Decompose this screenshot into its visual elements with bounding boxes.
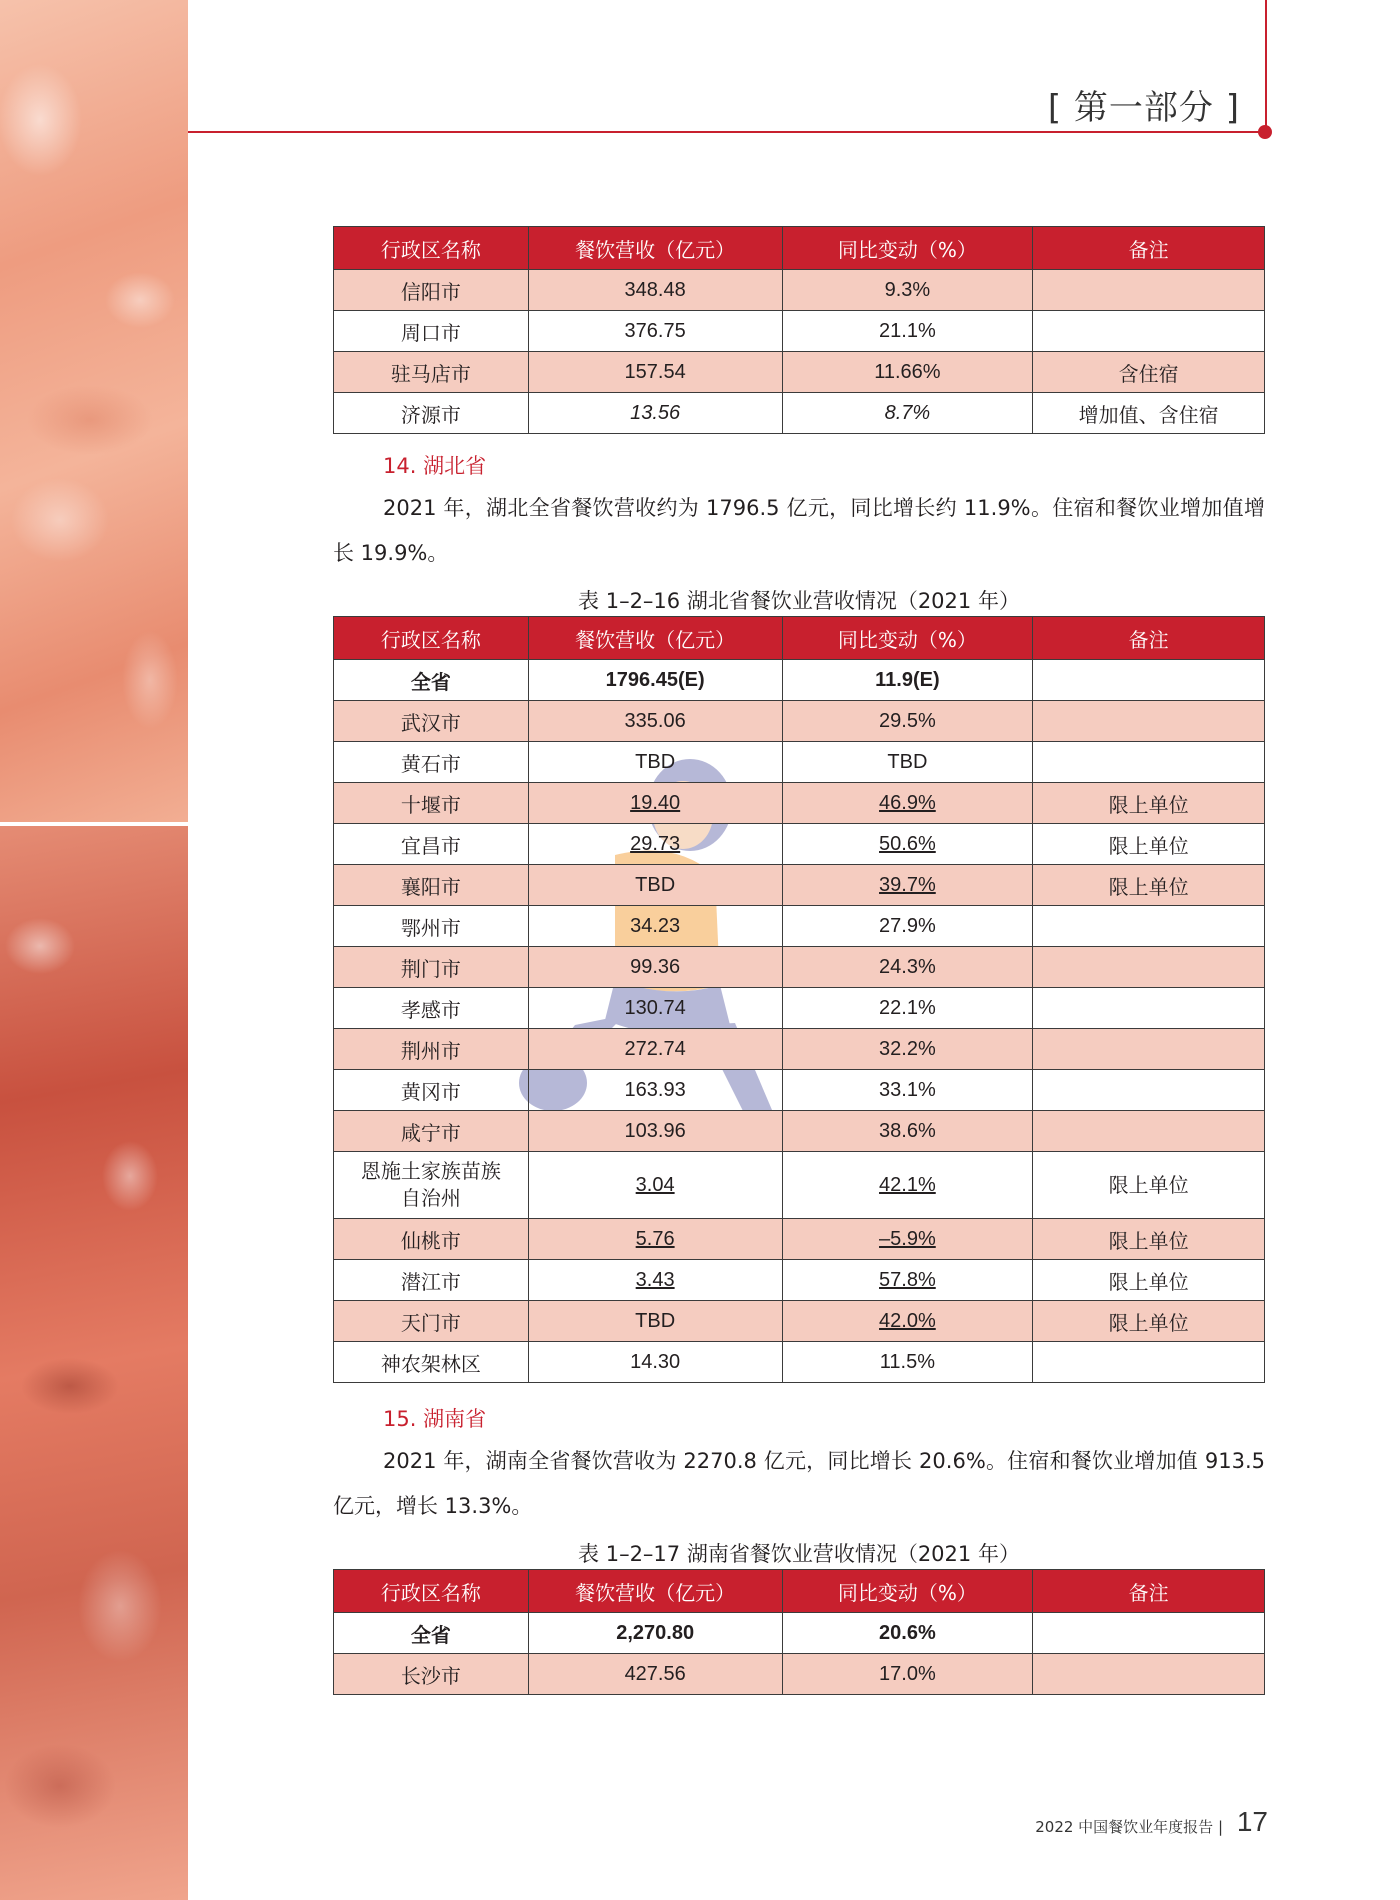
cell-region	[334, 988, 529, 1029]
cell-revenue-text: 427.56	[624, 1662, 686, 1685]
col-revenue: 餐饮营收（亿元）	[528, 1570, 782, 1613]
table-row	[334, 1219, 1265, 1260]
cell-note	[1033, 311, 1265, 352]
cell-revenue-text: 272.74	[624, 1037, 686, 1060]
cell-region	[334, 1301, 529, 1342]
cell-change	[782, 1613, 1033, 1654]
cell-region-text: 恩施土家族苗族 自治州	[360, 1159, 501, 1210]
col-note: 备注	[1033, 227, 1265, 270]
page-number: 17	[1236, 1806, 1268, 1837]
cell-change-text: 21.1%	[879, 319, 936, 342]
table-row	[334, 1301, 1265, 1342]
cell-revenue-text: 163.93	[624, 1078, 686, 1101]
cell-region-text: 仙桃市	[400, 1228, 461, 1253]
henan-table-continued	[333, 226, 1265, 434]
cell-revenue-text: 3.43	[635, 1268, 675, 1291]
header-vertical-rule	[1265, 0, 1267, 132]
cell-note	[1033, 742, 1265, 783]
cell-change-text: 50.6%	[879, 832, 936, 855]
col-change: 同比变动（%）	[782, 1570, 1033, 1613]
cell-revenue-text: TBD	[635, 1309, 676, 1332]
table-header-row	[334, 1570, 1265, 1613]
cell-revenue	[528, 1219, 782, 1260]
col-region: 行政区名称	[334, 1570, 529, 1613]
cell-note-text: 限上单位	[1108, 792, 1189, 817]
cell-region	[334, 1070, 529, 1111]
table-row	[334, 1111, 1265, 1152]
cell-region	[334, 906, 529, 947]
cell-revenue	[528, 352, 782, 393]
table-row	[334, 393, 1265, 434]
col-revenue: 餐饮营收（亿元）	[528, 617, 782, 660]
cell-region	[334, 1342, 529, 1383]
cell-region-text: 济源市	[400, 402, 461, 427]
cell-note	[1033, 783, 1265, 824]
cell-revenue	[528, 865, 782, 906]
cell-region	[334, 393, 529, 434]
cell-note	[1033, 906, 1265, 947]
table-row	[334, 742, 1265, 783]
cell-change	[782, 1301, 1033, 1342]
cell-note	[1033, 1029, 1265, 1070]
cell-region	[334, 947, 529, 988]
cell-change-text: 11.9(E)	[875, 668, 940, 691]
cell-region	[334, 311, 529, 352]
cell-region-text: 黄石市	[400, 751, 461, 776]
table-row	[334, 1152, 1265, 1219]
cell-revenue-text: 13.56	[630, 401, 681, 424]
cell-region	[334, 1654, 529, 1695]
cell-change	[782, 660, 1033, 701]
cell-change-text: 33.1%	[879, 1078, 936, 1101]
cell-region-text: 荆门市	[400, 956, 461, 981]
cell-region-text: 孝感市	[400, 997, 461, 1022]
hubei-section-title: 14. 湖北省	[383, 454, 487, 478]
cell-region	[334, 660, 529, 701]
cell-revenue-text: 99.36	[630, 955, 681, 978]
cell-revenue-text: 5.76	[635, 1227, 675, 1250]
table-row	[334, 906, 1265, 947]
cell-region	[334, 783, 529, 824]
cell-change-text: TBD	[887, 750, 928, 773]
hubei-table-caption: 表 1–2–16 湖北省餐饮业营收情况（2021 年）	[578, 589, 1020, 613]
cell-revenue-text: 2,270.80	[616, 1621, 695, 1644]
cell-change	[782, 701, 1033, 742]
cell-region	[334, 1111, 529, 1152]
table-row	[334, 865, 1265, 906]
cell-revenue	[528, 742, 782, 783]
col-note: 备注	[1033, 1570, 1265, 1613]
cell-change	[782, 783, 1033, 824]
table-row	[334, 783, 1265, 824]
cell-revenue-text: 335.06	[624, 709, 686, 732]
cell-note	[1033, 1301, 1265, 1342]
table-header-row	[334, 617, 1265, 660]
cell-note-text: 限上单位	[1108, 833, 1189, 858]
hunan-table	[333, 1569, 1265, 1695]
cell-region-text: 宜昌市	[400, 833, 461, 858]
hubei-paragraph: 2021 年，湖北全省餐饮营收约为 1796.5 亿元，同比增长约 11.9%。住宿和餐饮业增加值增长 19.9%。	[333, 496, 1265, 565]
cell-region-text: 潜江市	[400, 1269, 461, 1294]
table-row	[334, 1613, 1265, 1654]
cell-change-text: 11.5%	[879, 1350, 936, 1373]
cell-change-text: 9.3%	[884, 278, 931, 301]
cell-revenue	[528, 1613, 782, 1654]
cell-region-text: 神农架林区	[380, 1351, 481, 1376]
cell-revenue-text: TBD	[635, 750, 676, 773]
cell-revenue	[528, 988, 782, 1029]
cell-note	[1033, 1260, 1265, 1301]
cell-revenue	[528, 783, 782, 824]
cell-note	[1033, 1152, 1265, 1219]
cell-region-text: 周口市	[400, 320, 461, 345]
col-region: 行政区名称	[334, 227, 529, 270]
cell-region	[334, 824, 529, 865]
cell-revenue-text: 1796.45(E)	[605, 668, 705, 691]
cell-note-text: 限上单位	[1108, 1172, 1189, 1197]
cell-note-text: 限上单位	[1108, 1310, 1189, 1335]
cell-note	[1033, 1613, 1265, 1654]
table-row	[334, 660, 1265, 701]
cell-change-text: –5.9%	[879, 1227, 936, 1250]
cell-change-text: 17.0%	[879, 1662, 936, 1685]
cell-revenue-text: 376.75	[624, 319, 686, 342]
cell-change	[782, 393, 1033, 434]
cell-revenue	[528, 393, 782, 434]
footer-report-title: 2022 中国餐饮业年度报告 |	[1035, 1818, 1223, 1836]
cell-revenue	[528, 1301, 782, 1342]
cell-revenue	[528, 906, 782, 947]
cell-change	[782, 865, 1033, 906]
cell-change	[782, 1152, 1033, 1219]
cell-note-text: 限上单位	[1108, 1269, 1189, 1294]
cell-revenue	[528, 1111, 782, 1152]
cell-revenue-text: TBD	[635, 873, 676, 896]
cell-note	[1033, 270, 1265, 311]
cell-note-text: 限上单位	[1108, 874, 1189, 899]
cell-note	[1033, 1219, 1265, 1260]
cell-region-text: 全省	[410, 1622, 451, 1647]
cell-revenue	[528, 660, 782, 701]
cell-revenue-text: 29.73	[630, 832, 681, 855]
cell-change	[782, 1342, 1033, 1383]
table-row	[334, 352, 1265, 393]
cell-region-text: 咸宁市	[400, 1120, 461, 1145]
cell-note	[1033, 701, 1265, 742]
cell-region	[334, 742, 529, 783]
cell-region-text: 武汉市	[400, 710, 461, 735]
cell-revenue-text: 348.48	[624, 278, 686, 301]
cell-change	[782, 1219, 1033, 1260]
cell-region-text: 荆州市	[400, 1038, 461, 1063]
cell-note	[1033, 824, 1265, 865]
cell-revenue-text: 14.30	[630, 1350, 681, 1373]
cell-change-text: 32.2%	[879, 1037, 936, 1060]
cell-note	[1033, 352, 1265, 393]
cell-revenue-text: 157.54	[624, 360, 686, 383]
cell-change	[782, 1029, 1033, 1070]
table-row	[334, 1654, 1265, 1695]
hunan-section-title: 15. 湖南省	[383, 1407, 487, 1431]
cell-change	[782, 1070, 1033, 1111]
cell-note	[1033, 1070, 1265, 1111]
cell-change-text: 11.66%	[874, 360, 941, 383]
cell-revenue-text: 103.96	[624, 1119, 686, 1142]
hunan-table-caption: 表 1–2–17 湖南省餐饮业营收情况（2021 年）	[578, 1542, 1020, 1566]
cell-region-text: 十堰市	[400, 792, 461, 817]
decorative-image-top	[0, 0, 188, 822]
table-row	[334, 1070, 1265, 1111]
cell-revenue	[528, 1152, 782, 1219]
cell-change	[782, 742, 1033, 783]
cell-region	[334, 701, 529, 742]
cell-region	[334, 1219, 529, 1260]
cell-revenue	[528, 701, 782, 742]
hubei-table	[333, 616, 1265, 1383]
hunan-paragraph: 2021 年，湖南全省餐饮营收为 2270.8 亿元，同比增长 20.6%。住宿和餐饮业增加值 913.5 亿元，增长 13.3%。	[333, 1449, 1265, 1518]
col-note: 备注	[1033, 617, 1265, 660]
cell-region	[334, 352, 529, 393]
cell-change-text: 24.3%	[879, 955, 936, 978]
cell-revenue	[528, 1654, 782, 1695]
section-label: [ 第一部分 ]	[1047, 88, 1240, 128]
table-row	[334, 1029, 1265, 1070]
cell-note	[1033, 1654, 1265, 1695]
cell-note	[1033, 988, 1265, 1029]
cell-region-text: 信阳市	[400, 279, 461, 304]
table-row	[334, 270, 1265, 311]
cell-note	[1033, 947, 1265, 988]
col-region: 行政区名称	[334, 617, 529, 660]
header-dot	[1258, 125, 1272, 139]
cell-change-text: 20.6%	[879, 1621, 936, 1644]
cell-note	[1033, 865, 1265, 906]
cell-note-text: 增加值、含住宿	[1078, 402, 1219, 427]
cell-region-text: 黄冈市	[400, 1079, 461, 1104]
cell-region	[334, 865, 529, 906]
cell-revenue	[528, 1070, 782, 1111]
cell-region-text: 襄阳市	[400, 874, 461, 899]
cell-note	[1033, 393, 1265, 434]
cell-revenue-text: 130.74	[624, 996, 686, 1019]
table-row	[334, 311, 1265, 352]
cell-region-text: 鄂州市	[400, 915, 461, 940]
cell-revenue-text: 19.40	[630, 791, 681, 814]
col-change: 同比变动（%）	[782, 617, 1033, 660]
cell-change	[782, 352, 1033, 393]
table-row	[334, 988, 1265, 1029]
cell-note	[1033, 1342, 1265, 1383]
cell-change-text: 8.7%	[884, 401, 931, 424]
cell-change	[782, 906, 1033, 947]
cell-change-text: 42.1%	[879, 1173, 936, 1196]
cell-change	[782, 1111, 1033, 1152]
cell-region	[334, 270, 529, 311]
table-row	[334, 701, 1265, 742]
table-row	[334, 947, 1265, 988]
cell-change	[782, 311, 1033, 352]
cell-change-text: 27.9%	[879, 914, 936, 937]
cell-change	[782, 824, 1033, 865]
header-rule	[188, 131, 1266, 133]
table-row	[334, 1260, 1265, 1301]
cell-region-text: 全省	[410, 669, 451, 694]
cell-change-text: 22.1%	[879, 996, 936, 1019]
cell-region-text: 驻马店市	[390, 361, 471, 386]
cell-change	[782, 1654, 1033, 1695]
cell-region	[334, 1613, 529, 1654]
cell-revenue	[528, 1260, 782, 1301]
cell-change	[782, 947, 1033, 988]
cell-change-text: 57.8%	[879, 1268, 936, 1291]
cell-change-text: 29.5%	[879, 709, 936, 732]
cell-region-text: 天门市	[400, 1310, 461, 1335]
cell-note-text: 含住宿	[1118, 361, 1179, 386]
cell-note	[1033, 1111, 1265, 1152]
cell-revenue	[528, 1342, 782, 1383]
cell-change	[782, 1260, 1033, 1301]
cell-revenue	[528, 824, 782, 865]
decorative-image-bottom	[0, 826, 188, 1900]
cell-revenue-text: 3.04	[635, 1173, 675, 1196]
col-revenue: 餐饮营收（亿元）	[528, 227, 782, 270]
cell-region-text: 长沙市	[400, 1663, 461, 1688]
decorative-side-image	[0, 0, 188, 1900]
cell-change	[782, 270, 1033, 311]
cell-change-text: 38.6%	[879, 1119, 936, 1142]
cell-revenue-text: 34.23	[630, 914, 681, 937]
col-change: 同比变动（%）	[782, 227, 1033, 270]
cell-note	[1033, 660, 1265, 701]
cell-revenue	[528, 947, 782, 988]
table-header-row	[334, 227, 1265, 270]
cell-change-text: 42.0%	[879, 1309, 936, 1332]
cell-region	[334, 1152, 529, 1219]
cell-revenue	[528, 311, 782, 352]
cell-region	[334, 1260, 529, 1301]
cell-revenue	[528, 270, 782, 311]
table-row	[334, 824, 1265, 865]
cell-change-text: 39.7%	[879, 873, 936, 896]
cell-note-text: 限上单位	[1108, 1228, 1189, 1253]
cell-region	[334, 1029, 529, 1070]
table-row	[334, 1342, 1265, 1383]
cell-revenue	[528, 1029, 782, 1070]
cell-change	[782, 988, 1033, 1029]
cell-change-text: 46.9%	[879, 791, 936, 814]
